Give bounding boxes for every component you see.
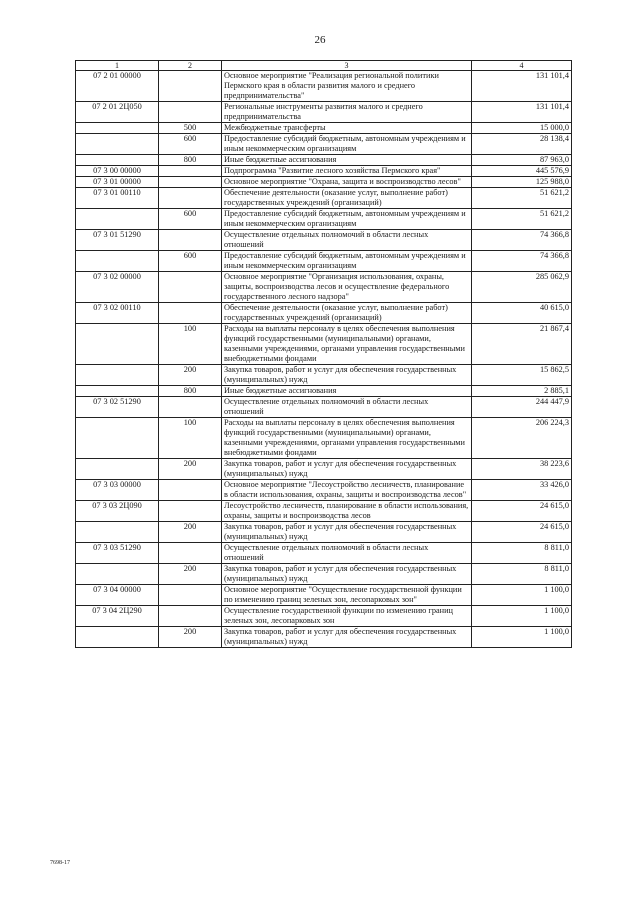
row-name-cell: Предоставление субсидий бюджетным, автономным учреждениям и иным некоммерческим организациям: [222, 134, 472, 155]
row-expense-kind-cell: 100: [159, 418, 222, 459]
row-amount-cell: 206 224,3: [472, 418, 572, 459]
row-code-cell: [76, 564, 159, 585]
row-amount-cell: 1 100,0: [472, 606, 572, 627]
table-row: [76, 564, 572, 585]
row-expense-kind-cell: [159, 102, 222, 123]
row-code-cell: 07 3 00 00000: [76, 166, 159, 177]
table-row: [76, 585, 572, 606]
row-name-cell: Расходы на выплаты персоналу в целях обеспечения выполнения функций государственными (муниципальными) органами, казенными учреждениями, органами управления государственными внебюджетными фондами: [222, 324, 472, 365]
row-expense-kind-cell: [159, 397, 222, 418]
row-name-cell: Лесоустройство лесничеств, планирование в области использования, охраны, защиты и воспроизводства лесов: [222, 501, 472, 522]
table-row: [76, 627, 572, 648]
row-amount-cell: 24 615,0: [472, 501, 572, 522]
row-amount-cell: 131 101,4: [472, 102, 572, 123]
row-expense-kind-cell: [159, 166, 222, 177]
row-expense-kind-cell: 200: [159, 459, 222, 480]
table-row: [76, 418, 572, 459]
row-name-cell: Обеспечение деятельности (оказание услуг, выполнение работ) государственных учреждений (организаций): [222, 303, 472, 324]
row-amount-cell: 15 000,0: [472, 123, 572, 134]
row-expense-kind-cell: [159, 177, 222, 188]
row-code-cell: 07 3 02 00110: [76, 303, 159, 324]
row-amount-cell: 445 576,9: [472, 166, 572, 177]
row-code-cell: [76, 386, 159, 397]
table-row: [76, 123, 572, 134]
table-row: [76, 522, 572, 543]
row-amount-cell: 2 885,1: [472, 386, 572, 397]
table-row: [76, 606, 572, 627]
row-name-cell: Осуществление отдельных полномочий в области лесных отношений: [222, 397, 472, 418]
row-amount-cell: 33 426,0: [472, 480, 572, 501]
row-code-cell: [76, 418, 159, 459]
row-expense-kind-cell: [159, 606, 222, 627]
row-expense-kind-cell: [159, 303, 222, 324]
table-row: [76, 303, 572, 324]
row-amount-cell: 24 615,0: [472, 522, 572, 543]
row-name-cell: Закупка товаров, работ и услуг для обеспечения государственных (муниципальных) нужд: [222, 564, 472, 585]
row-code-cell: 07 3 03 00000: [76, 480, 159, 501]
table-row: [76, 272, 572, 303]
table-row: [76, 177, 572, 188]
row-name-cell: Обеспечение деятельности (оказание услуг, выполнение работ) государственных учреждений (организаций): [222, 188, 472, 209]
row-expense-kind-cell: 800: [159, 155, 222, 166]
row-name-cell: Закупка товаров, работ и услуг для обеспечения государственных (муниципальных) нужд: [222, 627, 472, 648]
table-row: [76, 188, 572, 209]
table-row: [76, 324, 572, 365]
row-expense-kind-cell: 500: [159, 123, 222, 134]
column-header-kind: 2: [159, 61, 222, 71]
row-name-cell: Закупка товаров, работ и услуг для обеспечения государственных (муниципальных) нужд: [222, 365, 472, 386]
row-code-cell: [76, 251, 159, 272]
row-name-cell: Основное мероприятие "Осуществление государственной функции по изменению границ зеленых зон, лесопарковых зон": [222, 585, 472, 606]
column-header-name: 3: [222, 61, 472, 71]
row-amount-cell: 285 062,9: [472, 272, 572, 303]
row-name-cell: Основное мероприятие "Организация использования, охраны, защиты, воспроизводства лесов и осуществление федерального государственного лесного надзора": [222, 272, 472, 303]
row-code-cell: 07 3 02 00000: [76, 272, 159, 303]
table-row: [76, 134, 572, 155]
row-name-cell: Предоставление субсидий бюджетным, автономным учреждениям и иным некоммерческим организациям: [222, 209, 472, 230]
row-amount-cell: 131 101,4: [472, 71, 572, 102]
row-code-cell: [76, 365, 159, 386]
row-amount-cell: 244 447,9: [472, 397, 572, 418]
row-amount-cell: 74 366,8: [472, 230, 572, 251]
row-name-cell: Закупка товаров, работ и услуг для обеспечения государственных (муниципальных) нужд: [222, 459, 472, 480]
row-name-cell: Основное мероприятие "Реализация региональной политики Пермского края в области развития малого и среднего предпринимательства": [222, 71, 472, 102]
row-name-cell: Предоставление субсидий бюджетным, автономным учреждениям и иным некоммерческим организациям: [222, 251, 472, 272]
row-code-cell: 07 3 01 00110: [76, 188, 159, 209]
row-name-cell: Расходы на выплаты персоналу в целях обеспечения выполнения функций государственными (муниципальными) органами, казенными учреждениями, органами управления государственными внебюджетными фондами: [222, 418, 472, 459]
table-row: [76, 102, 572, 123]
row-amount-cell: 8 811,0: [472, 564, 572, 585]
row-expense-kind-cell: [159, 272, 222, 303]
table-row: [76, 480, 572, 501]
row-expense-kind-cell: [159, 230, 222, 251]
row-expense-kind-cell: 600: [159, 134, 222, 155]
row-expense-kind-cell: 200: [159, 522, 222, 543]
row-code-cell: 07 3 01 00000: [76, 177, 159, 188]
document-code: 7698-17: [50, 860, 70, 866]
row-expense-kind-cell: 200: [159, 365, 222, 386]
row-code-cell: [76, 627, 159, 648]
row-code-cell: [76, 459, 159, 480]
row-amount-cell: 1 100,0: [472, 585, 572, 606]
row-expense-kind-cell: 200: [159, 564, 222, 585]
row-code-cell: 07 3 03 2Ц090: [76, 501, 159, 522]
row-amount-cell: 74 366,8: [472, 251, 572, 272]
row-name-cell: Осуществление отдельных полномочий в области лесных отношений: [222, 230, 472, 251]
budget-table: [75, 60, 572, 648]
row-amount-cell: 1 100,0: [472, 627, 572, 648]
row-name-cell: Основное мероприятие "Охрана, защита и воспроизводство лесов": [222, 177, 472, 188]
row-code-cell: 07 3 03 51290: [76, 543, 159, 564]
row-amount-cell: 51 621,2: [472, 209, 572, 230]
table-row: [76, 501, 572, 522]
row-expense-kind-cell: 800: [159, 386, 222, 397]
row-expense-kind-cell: [159, 71, 222, 102]
table-row: [76, 543, 572, 564]
row-amount-cell: 21 867,4: [472, 324, 572, 365]
row-expense-kind-cell: 200: [159, 627, 222, 648]
row-code-cell: [76, 134, 159, 155]
table-row: [76, 166, 572, 177]
table-row: [76, 397, 572, 418]
row-expense-kind-cell: 600: [159, 209, 222, 230]
row-expense-kind-cell: 100: [159, 324, 222, 365]
row-name-cell: Закупка товаров, работ и услуг для обеспечения государственных (муниципальных) нужд: [222, 522, 472, 543]
table-row: [76, 230, 572, 251]
row-amount-cell: 125 988,0: [472, 177, 572, 188]
row-code-cell: [76, 324, 159, 365]
row-code-cell: [76, 209, 159, 230]
row-name-cell: Иные бюджетные ассигнования: [222, 155, 472, 166]
row-amount-cell: 40 615,0: [472, 303, 572, 324]
row-amount-cell: 38 223,6: [472, 459, 572, 480]
row-expense-kind-cell: [159, 480, 222, 501]
row-name-cell: Межбюджетные трансферты: [222, 123, 472, 134]
row-code-cell: [76, 123, 159, 134]
page-number: 26: [314, 34, 326, 46]
row-name-cell: Подпрограмма "Развитие лесного хозяйства Пермского края": [222, 166, 472, 177]
row-amount-cell: 51 621,2: [472, 188, 572, 209]
table-row: [76, 251, 572, 272]
row-code-cell: 07 2 01 00000: [76, 71, 159, 102]
row-expense-kind-cell: [159, 585, 222, 606]
table-row: [76, 209, 572, 230]
row-code-cell: [76, 522, 159, 543]
row-name-cell: Осуществление государственной функции по изменению границ зеленых зон, лесопарковых зон: [222, 606, 472, 627]
table-row: [76, 459, 572, 480]
row-amount-cell: 15 862,5: [472, 365, 572, 386]
table-row: [76, 365, 572, 386]
row-expense-kind-cell: [159, 188, 222, 209]
row-code-cell: 07 3 02 51290: [76, 397, 159, 418]
table-row: [76, 386, 572, 397]
column-header-code: 1: [76, 61, 159, 71]
row-code-cell: 07 3 01 51290: [76, 230, 159, 251]
row-name-cell: Основное мероприятие "Лесоустройство лесничеств, планирование в области использования, охраны, защиты и воспроизводства лесов": [222, 480, 472, 501]
table-row: [76, 71, 572, 102]
column-header-amount: 4: [472, 61, 572, 71]
row-amount-cell: 87 963,0: [472, 155, 572, 166]
row-name-cell: Иные бюджетные ассигнования: [222, 386, 472, 397]
row-name-cell: Региональные инструменты развития малого и среднего предпринимательства: [222, 102, 472, 123]
row-amount-cell: 8 811,0: [472, 543, 572, 564]
row-amount-cell: 28 138,4: [472, 134, 572, 155]
table-row: [76, 155, 572, 166]
table-header-row: [76, 61, 572, 71]
row-code-cell: 07 3 04 00000: [76, 585, 159, 606]
row-code-cell: [76, 155, 159, 166]
row-expense-kind-cell: 600: [159, 251, 222, 272]
row-name-cell: Осуществление отдельных полномочий в области лесных отношений: [222, 543, 472, 564]
row-expense-kind-cell: [159, 543, 222, 564]
row-code-cell: 07 3 04 2Ц290: [76, 606, 159, 627]
row-code-cell: 07 2 01 2Ц050: [76, 102, 159, 123]
row-expense-kind-cell: [159, 501, 222, 522]
